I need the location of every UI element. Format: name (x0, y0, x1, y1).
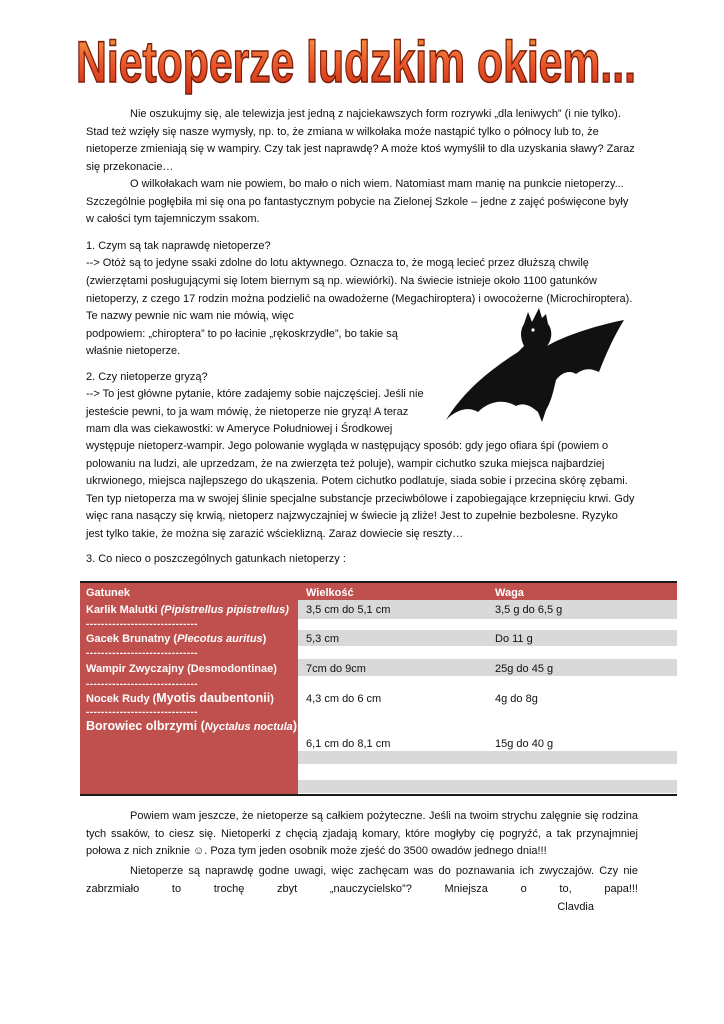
outro-paragraph-2: Nietoperze są naprawdę godne uwagi, więc zachęcam was do poznawania ich zwyczajów. Czy nie zabrzmiało to trochę zbyt „nauczycielsko”? Mniejsza o to, papa!!! (86, 865, 638, 895)
section-2-heading: 2. Czy nietoperze gryzą? (86, 371, 208, 383)
signature: Clavdia (557, 901, 594, 913)
intro-paragraph-2: O wilkołakach wam nie powiem, bo mało o nich wiem. Natomiast mam manię na punkcie nietoperzy... Szczególnie pogłębiła mi się ona po fantastycznym pobycie na Zielonej Szkole – jedne z zajęć poświęcone były w całości tym tajemniczym ssakom. (86, 178, 629, 226)
row-separator: ------------------------------ (86, 707, 198, 718)
size-value: 5,3 cm (306, 633, 340, 645)
weight-value: 3,5 g do 6,5 g (495, 604, 563, 616)
section-2-text: występuje nietoperz-wampir. Jego polowanie wygląda w następujący sposób: gdy jego ofiara śpi (powiem o polowaniu na ludzi, ale uprzedzam, że na zwierzęta też poluje), wampir cichutko szuka miejsca najbardziej ukrwionego, miejsca najlepszego do ukąszenia. Potem cichutko podlatuje, siada sobie i przecina skórę zębami. Ten typ nietoperza ma w swojej ślinie specjalne substancje przeciwbólowe i zapobiegające krzepnięciu krwi. Gdy więc rana nasączy się krwią, nietoperz najzwyczajniej w świecie ją zliże! Jest to zupełnie bezbolesne. Ryzyko jest tylko takie, że można się zarazić wścieklizną. Zaraz dowiecie się reszty… (86, 440, 635, 540)
intro-paragraph-1: Nie oszukujmy się, ale telewizja jest jedną z najciekawszych form rozrywki „dla leniwych” (i nie tylko). Stad też wzięły się nasze wymysły, np. to, że zmiana w wilkołaka może nastąpić tylko o północy lub to, że nietoperze zmieniają się w wampiry. Czy tak jest naprawdę? A może ktoś wymyślił to dla uzyskania sławy? Zaraz się przekonacie… (86, 108, 635, 173)
weight-value: 15g do 40 g (495, 738, 554, 750)
table-band (298, 780, 677, 793)
weight-value: Do 11 g (495, 633, 533, 645)
page-title-text: Nietoperze ludzkim okiem... (76, 30, 636, 95)
header-weight: Waga (495, 587, 524, 599)
weight-value: 4g do 8g (495, 693, 538, 705)
species-name: Borowiec olbrzymi (Nyctalus noctula) (86, 719, 297, 733)
size-value: 4,3 cm do 6 cm (306, 693, 382, 705)
section-1-heading: 1. Czym są tak naprawdę nietoperze? (86, 240, 271, 252)
species-name: Nocek Rudy (Myotis daubentonii) (86, 691, 274, 705)
species-name: Gacek Brunatny (Plecotus auritus) (86, 633, 267, 645)
section-1-line-a: podpowiem: „chiroptera” to po łacinie „rękoskrzydłe”, bo takie są (86, 328, 398, 340)
row-separator: ------------------------------ (86, 619, 198, 630)
section-2-line-2: jesteście pewni, to ja wam mówię, że nietoperze nie gryzą! A teraz (86, 406, 409, 418)
row-separator: ------------------------------ (86, 648, 198, 659)
species-table (80, 581, 677, 796)
section-2-line-1: --> To jest główne pytanie, które zadajemy sobie najczęściej. Jeśli nie (86, 388, 424, 400)
header-size: Wielkość (306, 587, 354, 599)
size-value: 7cm do 9cm (306, 663, 366, 675)
page-title (0, 30, 724, 100)
size-value: 3,5 cm do 5,1 cm (306, 604, 391, 616)
table-header-row (80, 583, 677, 600)
table-bottom-rule (80, 794, 677, 796)
section-1-text: (zwierzętami posługującymi się lotem biernym są np. wiewiórki). Na świecie istnieje około 1100 gatunków nietoperzy, z czego 17 rodzin można podzielić na owadożerne (Megachiroptera) i owocożerne (Microchiroptera). Te nazwy pewnie nic wam nie mówią, więc (86, 275, 633, 323)
table-band (298, 630, 677, 646)
section-2-line-3: mam dla was ciekawostki: w Ameryce Południowej i Środkowej (86, 423, 393, 435)
species-name: Wampir Zwyczajny (Desmodontinae) (86, 663, 277, 675)
bat-silhouette-image (444, 306, 626, 422)
section-1-line-1: --> Otóż są to jedyne ssaki zdolne do lotu aktywnego. Oznacza to, że mogą lecieć przez dłuższą chwilę (86, 257, 589, 269)
size-value: 6,1 cm do 8,1 cm (306, 738, 391, 750)
outro-paragraph-1: Powiem wam jeszcze, że nietoperze są całkiem pożyteczne. Jeśli na twoim strychu zalęgnie się rodzina tych ssaków, to ciesz się. Nietoperki z chęcią zjadają komary, które mogłyby cię pogryźć, a tak przynajmniej połowa z nich zniknie ☺. Poza tym jeden osobnik może zjeść do 3500 owadów jednego dnia!!! (86, 810, 638, 858)
header-species: Gatunek (86, 587, 131, 599)
row-separator: ------------------------------ (86, 679, 198, 690)
weight-value: 25g do 45 g (495, 663, 554, 675)
section-1-line-b: właśnie nietoperze. (86, 345, 181, 357)
section-3-heading: 3. Co nieco o poszczególnych gatunkach nietoperzy : (86, 553, 346, 565)
species-name: Karlik Malutki (Pipistrellus pipistrellus) (86, 604, 289, 616)
